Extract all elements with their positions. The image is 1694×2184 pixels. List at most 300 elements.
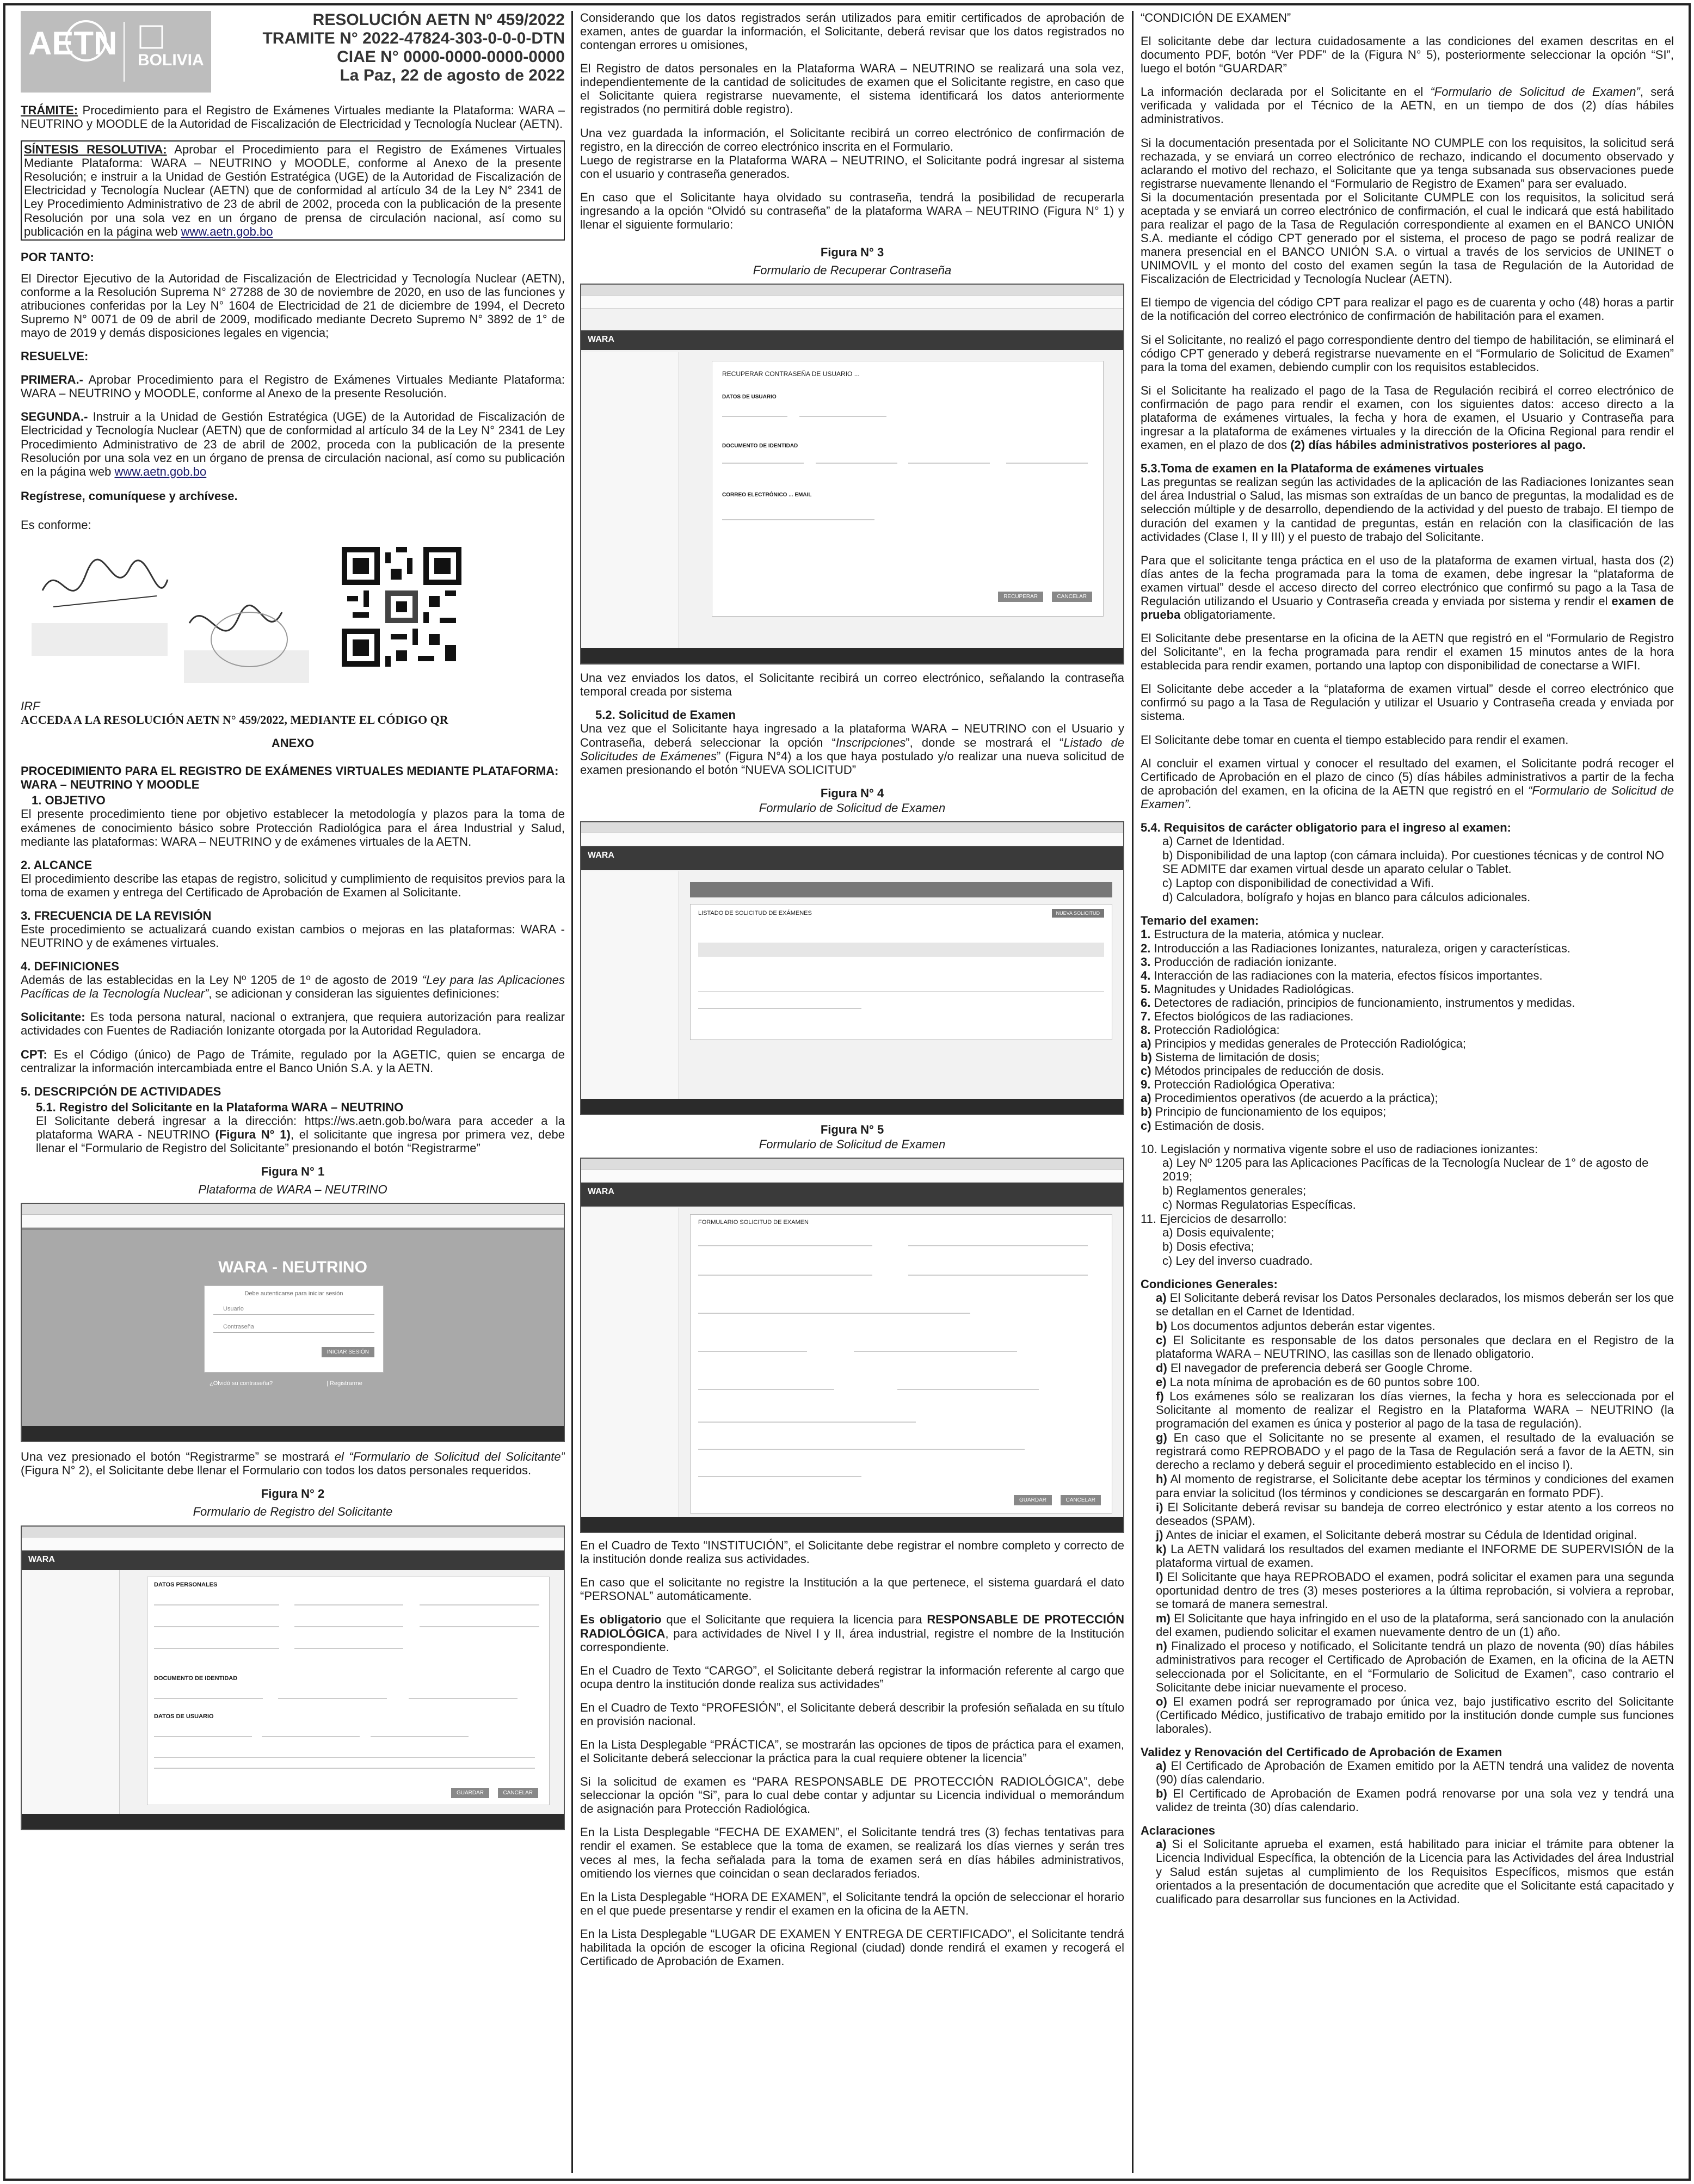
recover-form-title: RECUPERAR CONTRASEÑA DE USUARIO ... xyxy=(722,370,860,378)
definiciones-text xyxy=(21,973,565,1000)
def-text-b: , se adicionan y consideran las siguientes definiciones: xyxy=(208,987,500,1001)
item-text: El Certificado de Aprobación de Examen podrá renovarse por una sola vez y tendrá una validez de treinta (30) días calendario. xyxy=(1156,1787,1674,1814)
figure-3-screenshot xyxy=(580,284,1124,665)
c2-p12: En la Lista Desplegable “PRÁCTICA”, se mostrarán las opciones de tipos de práctica para el examen, el Solicitante deberá seleccionar la práctica para la cual requiere obtener la licencia” xyxy=(580,1737,1124,1765)
item-letter: a) xyxy=(1156,1291,1167,1305)
registrese-text: Regístrese, comuníquese y archívese. xyxy=(21,489,238,503)
qr-code-icon[interactable] xyxy=(342,547,461,667)
item-number: 5. xyxy=(1141,982,1151,996)
p6-c: ” (Figura N°4) a los que haya postulado y/o realizar una nueva solicitud de examen presionando el botón “NUEVA SOLICITUD” xyxy=(580,749,1124,777)
item-text: Estimación de dosis. xyxy=(1151,1118,1265,1133)
list-item xyxy=(1156,1787,1674,1814)
list-item xyxy=(1156,1759,1674,1786)
q2-a: La información declarada por el Solicitante en el xyxy=(1141,85,1431,99)
os-taskbar xyxy=(22,1426,564,1441)
website-link[interactable]: www.aetn.gob.bo xyxy=(114,464,207,478)
item-text: El Solicitante es responsable de los datos personales que declara en el Registro de la plataforma WARA – NEUTRINO, las casillas son de llenado obligatorio. xyxy=(1156,1333,1674,1361)
c3-q4: El tiempo de vigencia del código CPT para realizar el pago es de cuarenta y ocho (48) horas a partir de la notificación del correo electrónico de confirmación de habilitación para el examen. xyxy=(1141,296,1674,323)
cancel-button[interactable]: CANCELAR xyxy=(1061,1495,1101,1505)
item-text: El Solicitante deberá revisar los Datos Personales declarados, los mismos deberán ser los que se detallan en el Carnet de Identidad. xyxy=(1156,1291,1674,1319)
list-item: c) Laptop con disponibilidad de conectividad a Wifi. xyxy=(1162,876,1434,890)
c2-p11: En el Cuadro de Texto “PROFESIÓN”, el Solicitante deberá describir la profesión señalada en su título en provisión nacional. xyxy=(580,1700,1124,1728)
item-text: La nota mínima de aprobación es de 60 puntos sobre 100. xyxy=(1166,1375,1480,1389)
list-item xyxy=(1141,942,1674,955)
website-link[interactable]: www.aetn.gob.bo xyxy=(181,224,273,238)
exam-form-title: FORMULARIO SOLICITUD DE EXAMEN xyxy=(698,1219,809,1226)
q8-c: obligatoriamente. xyxy=(1180,607,1276,622)
item-text: Sistema de limitación de dosis; xyxy=(1151,1050,1320,1065)
alcance-text: El procedimiento describe las etapas de registro, solicitud y cumplimiento de requisitos previos para la toma de examen y entrega del Certificado de Aprobación de Examen al Solicitante. xyxy=(21,871,565,899)
p9-b2: RESPONSABLE DE PROTECCIÓN RADIOLÓGICA xyxy=(580,1613,1124,1640)
c2-p13: Si la solicitud de examen es “PARA RESPONSABLE DE PROTECCIÓN RADIOLÓGICA”, debe seleccionar la opción “Si”, para lo cual debe contar y adjuntar su Licencia individual o memorándum de asignación para Protección Radiológica. xyxy=(580,1775,1124,1816)
item-text: Detectores de radiación, principios de funcionamiento, instrumentos y medidas. xyxy=(1150,995,1575,1010)
c2-p2: El Registro de datos personales en la Plataforma WARA – NEUTRINO se realizará una sola vez, independientemente de la cantidad de solicitudes de examen que el Solicitante registre, en caso que el Solicitante quiera registrarse nuevamente, el sistema identificará los datos anteriormente registrados (no permitirá doble registro). xyxy=(580,61,1124,116)
form-section-identity: DOCUMENTO DE IDENTIDAD xyxy=(154,1675,238,1682)
c2-p7: En el Cuadro de Texto “INSTITUCIÓN”, el Solicitante debe registrar el nombre completo y correcto de la institución donde realiza sus actividades. xyxy=(580,1539,1124,1566)
por-tanto-heading: POR TANTO: xyxy=(21,250,94,264)
definiciones-heading: 4. DEFINICIONES xyxy=(21,959,119,974)
item-number: 7. xyxy=(1141,1009,1151,1023)
item-text: El examen podrá ser reprogramado por única vez, bajo justificativo escrito del Solicitante (Certificado Médico, justificativo de trabajo emitido por la institución donde cumple sus funciones laborales). xyxy=(1156,1694,1674,1736)
q2-i: “Formulario de Solicitud de Examen” xyxy=(1430,85,1640,99)
s51-fig-ref: (Figura N° 1) xyxy=(215,1127,291,1141)
password-field[interactable] xyxy=(213,1321,374,1333)
c3-q2 xyxy=(1141,85,1674,126)
p9-b1: Es obligatorio xyxy=(580,1613,662,1627)
registration-form-card xyxy=(147,1577,550,1805)
item-number: c) xyxy=(1141,1118,1151,1133)
item-text: Al momento de registrarse, el Solicitante debe aceptar los términos y condiciones del examen para enviar la solicitud (los términos y condiciones se descargarán en formato PDF). xyxy=(1156,1472,1674,1500)
tramite-text: Procedimiento para el Registro de Exámenes Virtuales mediante la Plataforma: WARA – NEUTRINO y MOODLE de la Autoridad de Fiscalización de Electricidad y Tecnología Nuclear (AETN). xyxy=(21,103,565,131)
os-taskbar xyxy=(581,648,1123,663)
solicitante-text: Es toda persona natural, nacional o extranjera, que requiera autorización para realizar actividades con Fuentes de Radiación Ionizante otorgada por la Autoridad Reguladora. xyxy=(21,1010,565,1038)
form-section-user: DATOS DE USUARIO xyxy=(154,1713,214,1720)
list-item: a) Dosis equivalente; xyxy=(1162,1226,1274,1240)
section-5-1-text xyxy=(36,1114,565,1155)
sintesis-paragraph xyxy=(24,143,562,238)
c2-p9 xyxy=(580,1613,1124,1653)
list-item: a) Carnet de Identidad. xyxy=(1162,834,1285,848)
anexo-heading: ANEXO xyxy=(271,736,315,750)
item-letter: m) xyxy=(1156,1611,1171,1626)
recover-section-user: DATOS DE USUARIO xyxy=(722,394,777,401)
list-item xyxy=(1141,1105,1674,1118)
list-item xyxy=(1156,1319,1674,1333)
c2-p16: En la Lista Desplegable “LUGAR DE EXAMEN Y ENTREGA DE CERTIFICADO”, el Solicitante tendrá habilitada la opción de escoger la oficina Regional (ciudad) donde rendirá el examen y recogerá el Certificado de Aprobación de Examen. xyxy=(580,1927,1124,1968)
item-letter: k) xyxy=(1156,1542,1167,1556)
figure-1-caption: Figura N° 1 xyxy=(261,1165,325,1179)
frecuencia-heading: 3. FRECUENCIA DE LA REVISIÓN xyxy=(21,908,212,922)
new-request-button[interactable]: NUEVA SOLICITUD xyxy=(1052,909,1104,918)
figure-4-screenshot xyxy=(580,821,1124,1115)
figure-1-screenshot xyxy=(21,1203,565,1442)
wara-app-bar: WARA xyxy=(581,330,1123,350)
section-5-1 xyxy=(21,1100,565,1155)
tramite-number: TRAMITE N° 2022-47824-303-0-0-0-DTN xyxy=(262,29,565,47)
figure-5-screenshot xyxy=(580,1158,1124,1533)
save-button[interactable]: GUARDAR xyxy=(451,1788,489,1798)
list-item xyxy=(1156,1542,1674,1570)
c3-q9: El Solicitante debe presentarse en la oficina de la AETN que registró en el “Formulario de Registro del Solicitante”, en la fecha programada para rendir el examen 15 minutos antes de la hora establecida para rendir examen, portando una laptop con disponibilidad de conectarse a WIFI. xyxy=(1141,631,1674,673)
list-item xyxy=(1156,1500,1674,1528)
list-item xyxy=(1156,1291,1674,1318)
condiciones-heading: Condiciones Generales: xyxy=(1141,1277,1278,1291)
tramite-label: TRÁMITE: xyxy=(21,103,78,117)
column-divider-1 xyxy=(571,11,573,2173)
q8-a: Para que el solicitante tenga práctica en el uso de la plataforma de examen virtual, hasta dos (2) días antes de la fecha programada para la toma de examen, debe ingresar la “plataforma de examen virtual” desde el acceso directo del correo electrónico que confirmó su pago a la Tasa de Regulación utilizando el Usuario y Contraseña creada y enviada por sistema y rendir el xyxy=(1141,553,1674,608)
primera-label: PRIMERA.- xyxy=(21,373,83,387)
item-text: Los exámenes sólo se realizaran los días viernes, la fecha y hora es seleccionada por el Solicitante al momento de realizar el Registro en la Plataforma WARA – NEUTRINO (la programación del examen es única y posterior al pago de la tasa de regulación). xyxy=(1156,1389,1674,1431)
username-field[interactable] xyxy=(213,1303,374,1315)
list-item xyxy=(1141,955,1674,969)
browser-tabs xyxy=(581,822,1123,833)
segunda-label: SEGUNDA.- xyxy=(21,410,88,424)
aetn-bolivia-logo xyxy=(21,11,211,93)
recover-section-identity: DOCUMENTO DE IDENTIDAD xyxy=(722,443,798,450)
cpt-label: CPT: xyxy=(21,1047,47,1061)
temario-item-11: 11. Ejercicios de desarrollo: xyxy=(1141,1212,1287,1226)
q12-a: Al concluir el examen virtual y conocer el resultado del examen, el Solicitante podrá recoger el Certificado de Aprobación en el plazo de cinco (5) días hábiles administrativos a partir de la fecha de aprobación del examen, en la oficina de la AETN que registró en el xyxy=(1141,756,1674,797)
app-sidebar xyxy=(581,1208,679,1517)
item-letter: d) xyxy=(1156,1361,1167,1375)
browser-address-bar xyxy=(22,1537,564,1551)
item-text: Interacción de las radiaciones con la materia, efectos físicos importantes. xyxy=(1150,968,1543,982)
c3-q5: Si el Solicitante, no realizó el pago correspondiente dentro del tiempo de habilitación, se eliminará el código CPT generado y deberá registrarse nuevamente en el “Formulario de Solicitud de Examen” para la toma del examen, debiendo cumplir con los requisitos establecidos. xyxy=(1141,333,1674,374)
list-item xyxy=(1141,1091,1674,1105)
list-item xyxy=(1156,1837,1674,1905)
item-letter: e) xyxy=(1156,1375,1167,1389)
s51-text-c: , el solicitante que ingresa por primera vez, debe llenar el “Formulario de Registro del Solicitante” presionando el botón “Registrarme” xyxy=(36,1127,565,1155)
after-figure-1-text xyxy=(21,1450,565,1477)
item-text: El navegador de preferencia deberá ser Google Chrome. xyxy=(1167,1361,1473,1375)
p6-i2: Listado de Solicitudes de Exámenes xyxy=(580,735,1124,763)
item-number: 2. xyxy=(1141,941,1151,955)
frecuencia-text: Este procedimiento se actualizará cuando existan cambios o mejoras en las plataformas: WARA - NEUTRINO y de exámenes virtuales. xyxy=(21,922,565,950)
segunda-paragraph xyxy=(21,410,565,478)
after-fig1-i: el “Formulario de Solicitud del Solicitante” xyxy=(334,1450,565,1464)
item-text: Finalizado el proceso y notificado, el Solicitante tendrá un plazo de noventa (90) días hábiles administrativos para recoger el Certificado de Aprobación de Examen, en la oficina de la AETN seleccionada por el Solicitante, en el “Formulario de Solicitud de Examen”, caso contrario el Solicitante debe iniciar nuevamente el proceso. xyxy=(1156,1639,1674,1694)
por-tanto-text: El Director Ejecutivo de la Autoridad de Fiscalización de Electricidad y Tecnología Nuclear (AETN), conforme a la Resolución Suprema N° 27288 de 30 de noviembre de 2020, en uso de las funciones y atribuciones conferidas por la Ley N° 1604 de Electricidad de 21 de diciembre de 1994, el Decreto Supremo N° 0071 de 09 de abril de 2009, modificado mediante Decreto Supremo N° 3892 de 1° de mayo de 2019 y demás disposiciones legales en vigencia; xyxy=(21,271,565,340)
item-letter: o) xyxy=(1156,1694,1167,1708)
objetivo-text: El presente procedimiento tiene por objetivo establecer la metodología y plazos para la toma de exámenes de conocimiento básico sobre Protección Radiológica para el área Industrial y Salud, mediante las plataformas: WARA – NEUTRINO y de exámenes virtuales de la AETN. xyxy=(21,807,565,848)
clarifications-list xyxy=(1141,1837,1674,1905)
list-item: c) Normas Regulatorias Específicas. xyxy=(1162,1197,1356,1211)
svg-text:AETN: AETN xyxy=(28,25,118,61)
c2-p8: En caso que el solicitante no registre la Institución a la que pertenece, el sistema guardará el dato “PERSONAL” automáticamente. xyxy=(580,1576,1124,1603)
username-placeholder: Usuario xyxy=(223,1306,244,1313)
c3-q6 xyxy=(1141,384,1674,452)
figure-5-caption: Figura N° 5 xyxy=(820,1122,884,1136)
qr-access-note: ACCEDA A LA RESOLUCIÓN AETN N° 459/2022, MEDIANTE EL CÓDIGO QR xyxy=(21,713,448,727)
list-item: c) Ley del inverso cuadrado. xyxy=(1162,1254,1313,1268)
signatures-area xyxy=(21,542,565,699)
document-page xyxy=(3,3,1691,2181)
def-text-a: Además de las establecidas en la Ley Nº 1205 de 1º de agosto de 2019 xyxy=(21,973,422,987)
p6-b: ”, donde se mostrará el “ xyxy=(905,735,1064,749)
list-item: b) Reglamentos generales; xyxy=(1162,1183,1307,1197)
password-placeholder: Contraseña xyxy=(223,1324,254,1331)
resolution-header-text xyxy=(262,11,565,85)
list-item xyxy=(1156,1333,1674,1361)
c2-p4: En caso que el Solicitante haya olvidado su contraseña, tendrá la posibilidad de recuperarla ingresando a la opción “Olvidó su contraseña” de la plataforma WARA – NEUTRINO (Figura N° 1) y llenar el siguiente formulario: xyxy=(580,190,1124,232)
form-section-personal: DATOS PERSONALES xyxy=(154,1581,218,1588)
p6-a: Una vez que el Solicitante haya ingresado a la plataforma WARA – NEUTRINO con el Usuario y Contraseña, deberá seleccionar la opción “ xyxy=(580,722,1124,749)
wara-app-bar: WARA xyxy=(581,846,1123,870)
list-item xyxy=(1141,1078,1674,1091)
primera-paragraph xyxy=(21,373,565,400)
list-item xyxy=(1156,1695,1674,1736)
table-row[interactable] xyxy=(698,959,1104,992)
irf-initials: IRF xyxy=(21,699,40,713)
list-item xyxy=(1141,982,1674,996)
solicitante-label: Solicitante: xyxy=(21,1010,85,1024)
segunda-text: Instruir a la Unidad de Gestión Estratégica (UGE) de la Autoridad de Fiscalización de Electricidad y Tecnología Nuclear (AETN) que de conformidad al artículo 34 de la Ley N° 2341 de Ley Procedimiento Administrativo de 23 de abril de 2002, proceda con la publicación de la presente Resolución por una sola vez en un órgano de prensa de circulación nacional, así como su publicación en la página web xyxy=(21,410,565,478)
item-text: Magnitudes y Unidades Radiológicas. xyxy=(1150,982,1354,996)
os-taskbar xyxy=(22,1814,564,1829)
info-banner xyxy=(690,882,1112,897)
solicitante-definition xyxy=(21,1010,565,1037)
list-item xyxy=(1156,1375,1674,1389)
figure-4-caption: Figura N° 4 xyxy=(820,786,884,800)
section-5-4-heading: 5.4. Requisitos de carácter obligatorio para el ingreso al examen: xyxy=(1141,820,1512,834)
validez-heading: Validez y Renovación del Certificado de Aprobación de Examen xyxy=(1141,1745,1502,1759)
os-taskbar xyxy=(581,1517,1123,1532)
condicion-title: “CONDICIÓN DE EXAMEN” xyxy=(1141,11,1291,24)
list-item xyxy=(1156,1570,1674,1611)
app-sidebar xyxy=(581,871,679,1099)
c2-p5: Una vez enviados los datos, el Solicitante recibirá un correo electrónico, señalando la contraseña temporal creada por sistema xyxy=(580,671,1124,699)
browser-tabs xyxy=(581,1159,1123,1170)
figure-2-screenshot xyxy=(21,1525,565,1830)
item-text: El Solicitante que haya REPROBADO el examen, podrá solicitar el examen para una segunda oportunidad dentro de tres (3) meses posteriores a la última reprobación, si volviera a reprobar, se tomará de manera semestral. xyxy=(1156,1570,1674,1611)
item-number: c) xyxy=(1141,1064,1151,1078)
descripcion-heading: 5. DESCRIPCIÓN DE ACTIVIDADES xyxy=(21,1084,221,1098)
app-sidebar xyxy=(581,352,679,648)
item-text: Si el Solicitante aprueba el examen, está habilitado para iniciar el trámite para obtener la Licencia Individual Específica, la obtención de la Licencia para las Actividades del área Industrial y Salud están sujetas al cumplimiento de los Requisitos Específicos, mismos que están orientados a la presentación de documentación que acredite que el Solicitante está capacitado y cualificado para desarrollar sus funciones en la Actividad. xyxy=(1156,1837,1674,1906)
item-letter: b) xyxy=(1156,1787,1167,1801)
list-item xyxy=(1141,1037,1674,1050)
tramite-paragraph xyxy=(21,103,565,131)
item-number: 9. xyxy=(1141,1078,1151,1092)
c3-q12 xyxy=(1141,756,1674,811)
cancel-button[interactable]: CANCELAR xyxy=(1052,592,1092,602)
section-5-2-heading: 5.2. Solicitud de Examen xyxy=(595,708,736,722)
temario-heading: Temario del examen: xyxy=(1141,914,1259,928)
c2-p15: En la Lista Desplegable “HORA DE EXAMEN”, el Solicitante tendrá la opción de seleccionar el horario en el que puede presentarse y rendir el examen en la oficina de la AETN. xyxy=(580,1890,1124,1917)
p9-a: que el Solicitante que requiera la licencia para xyxy=(661,1613,927,1627)
resolution-number: RESOLUCIÓN AETN Nº 459/2022 xyxy=(312,11,565,29)
item-text: Introducción a las Radiaciones Ionizantes, naturaleza, origen y características. xyxy=(1150,941,1570,955)
aclaraciones-heading: Aclaraciones xyxy=(1141,1824,1215,1838)
item-text: El Solicitante que haya infringido en el uso de la plataforma, será sancionado con la anulación del examen, pudiendo solicitar el examen nuevamente dentro de un (1) año. xyxy=(1156,1611,1674,1639)
item-letter: l) xyxy=(1156,1570,1163,1584)
alcance-heading: 2. ALCANCE xyxy=(21,858,93,872)
exercises-list xyxy=(1141,1226,1674,1268)
login-button[interactable]: INICIAR SESIÓN xyxy=(322,1347,374,1357)
c3-q7: Las preguntas se realizan según las actividades de la aplicación de las Radiaciones Ionizantes sean del área Industrial o Salud, las mismas son extraídas de un banco de preguntas, la modalidad es de selección múltiple y de desarrollo, dependiendo de la actividad y del puesto de trabajo. El tiempo de duración del examen y la cantidad de preguntas, están en relación con la clasificación de las actividades (Clase I, II y III) y el puesto de trabajo del Solicitante. xyxy=(1141,475,1674,544)
figure-5-subtitle: Formulario de Solicitud de Examen xyxy=(759,1137,946,1152)
section-5-3-heading: 5.3.Toma de examen en la Plataforma de exámenes virtuales xyxy=(1141,462,1484,476)
sintesis-label: SÍNTESIS RESOLUTIVA: xyxy=(24,143,167,157)
item-text: En caso que el Solicitante no se presente al examen, el resultado de la evaluación se registrará como REPROBADO y el pago de la Tasa de Regulación será a favor de la AETN, sin derecho a reclamo y deberá seguir el procedimiento establecido en el inciso I). xyxy=(1156,1431,1674,1472)
browser-tabs xyxy=(581,285,1123,296)
c3-q1: El solicitante debe dar lectura cuidadosamente a las condiciones del examen descritas en el documento PDF, botón “Ver PDF” de la (Figura N° 5), posteriormente seleccionar la opción “SI”, luego el botón “GUARDAR” xyxy=(1141,34,1674,76)
os-taskbar xyxy=(581,1099,1123,1114)
app-sidebar xyxy=(22,1570,120,1814)
list-item xyxy=(1156,1472,1674,1499)
list-item xyxy=(1156,1389,1674,1430)
validity-list xyxy=(1141,1759,1674,1814)
c3-q10: El Solicitante debe acceder a la “plataforma de examen virtual” desde el correo electrónico que confirmó su pago a la Tasa de Regulación y utilizar el Usuario y Contraseña creada y enviada por sistema. xyxy=(1141,682,1674,723)
list-item xyxy=(1156,1611,1674,1639)
item-number: 8. xyxy=(1141,1023,1151,1037)
s51-text-a: El Solicitante deberá ingresar a la dirección: xyxy=(36,1113,305,1128)
q2-b: , será verificada y validada por el Técnico de la AETN, en un tiempo de dos (2) días hábiles administrativos. xyxy=(1141,85,1674,126)
item-letter: g) xyxy=(1156,1431,1167,1445)
objetivo-heading: 1. OBJETIVO xyxy=(32,793,106,808)
procedure-title: PROCEDIMIENTO PARA EL REGISTRO DE EXÁMENES VIRTUALES MEDIANTE PLATAFORMA: WARA – NEUTRINO Y MOODLE xyxy=(21,764,559,792)
item-letter: f) xyxy=(1156,1389,1164,1403)
login-hint: Debe autenticarse para iniciar sesión xyxy=(244,1290,343,1297)
item-number: a) xyxy=(1141,1037,1151,1051)
item-text: La AETN validará los resultados del examen mediante el INFORME DE SUPERVISIÓN de la plataforma virtual de examen. xyxy=(1156,1542,1674,1570)
list-item xyxy=(1141,1119,1674,1133)
item-letter: a) xyxy=(1156,1758,1167,1773)
list-item xyxy=(1141,996,1674,1010)
q12-i: “Formulario de Solicitud de Examen”. xyxy=(1141,783,1674,811)
browser-tabs xyxy=(22,1204,564,1215)
table-header xyxy=(698,943,1104,957)
wara-app-bar: WARA xyxy=(581,1183,1123,1207)
procedure-sections xyxy=(21,793,565,848)
item-text: Principios y medidas generales de Protección Radiológica; xyxy=(1151,1037,1466,1051)
c3-q8 xyxy=(1141,553,1674,622)
list-item xyxy=(1141,1023,1674,1037)
item-number: 3. xyxy=(1141,955,1151,969)
list-item: a) Ley Nº 1205 para las Aplicaciones Pacíficas de la Tecnología Nuclear de 1° de agosto de 2019; xyxy=(1162,1155,1649,1183)
list-item: d) Calculadora, bolígrafo y hojas en blanco para cálculos adicionales. xyxy=(1162,890,1531,905)
item-number: a) xyxy=(1141,1091,1151,1105)
item-number: b) xyxy=(1141,1105,1152,1119)
list-item: b) Disponibilidad de una laptop (con cámara incluida). Por cuestiones técnicas y de control NO SE ADMITE dar examen virtual desde un aparato celular o Tablet. xyxy=(1162,848,1665,876)
after-fig1-a: Una vez presionado el botón “Registrarme” se mostrará xyxy=(21,1450,335,1464)
primera-text: Aprobar Procedimiento para el Registro de Exámenes Virtuales Mediante Plataforma: WARA – NEUTRINO y MOODLE, conforme al Anexo de la presente Resolución. xyxy=(21,373,565,401)
column-divider-2 xyxy=(1132,11,1134,2173)
es-conforme-text: Es conforme: xyxy=(21,518,91,532)
figure-1-subtitle: Plataforma de WARA – NEUTRINO xyxy=(198,1183,387,1197)
list-item: b) Dosis efectiva; xyxy=(1162,1240,1254,1254)
login-title: WARA - NEUTRINO xyxy=(218,1258,367,1277)
browser-tabs xyxy=(22,1527,564,1537)
c2-p3b: Luego de registrarse en la Plataforma WARA – NEUTRINO, el Solicitante podrá ingresar al sistema con el usuario y contraseña generados. xyxy=(580,153,1124,181)
sintesis-box xyxy=(21,140,565,241)
legislation-list xyxy=(1141,1156,1674,1211)
temario-list xyxy=(1141,927,1674,1132)
after-fig1-b: (Figura N° 2), el Solicitante debe llenar el Formulario con todos los datos personales requeridos. xyxy=(21,1463,532,1478)
forgot-password-link[interactable]: ¿Olvidó su contraseña? xyxy=(210,1380,273,1387)
item-text: Estructura de la materia, atómica y nuclear. xyxy=(1150,927,1384,942)
login-card xyxy=(204,1285,384,1373)
cpt-text: Es el Código (único) de Pago de Trámite, regulado por la AGETIC, quien se encarga de centralizar la información intercambiada entre el Banco Unión S.A. y la AETN. xyxy=(21,1047,565,1075)
item-text: Antes de iniciar el examen, el Solicitante deberá mostrar su Cédula de Identidad original. xyxy=(1163,1528,1637,1542)
item-text: El Solicitante deberá revisar su bandeja de correo electrónico y estar atento a los correos no deseados (SPAM). xyxy=(1156,1500,1674,1528)
recover-button[interactable]: RECUPERAR xyxy=(998,592,1043,602)
c2-p1: Considerando que los datos registrados serán utilizados para emitir certificados de aprobación de examen, antes de guardar la información, el Solicitante, deberá revisar que los datos registrados no contengan errores u omisiones, xyxy=(580,11,1124,52)
section-5-1-heading: 5.1. Registro del Solicitante en la Plataforma WARA – NEUTRINO xyxy=(36,1100,404,1114)
sintesis-text: Aprobar el Procedimiento para el Registro de Exámenes Virtuales Mediante Plataforma: WARA – NEUTRINO y MOODLE, conforme al Anexo de la presente Resolución; e instruir a la Unidad de Gestión Estratégica (UGE) de la Autoridad de Fiscalización de Electricidad y Tecnología Nuclear (AETN) que de conformidad al artículo 34 de la Ley N° 2341 de Ley Procedimiento Administrativo de 23 de abril de 2002, proceda con la publicación de la presente Resolución por una sola vez en un órgano de prensa de circulación nacional, así como su publicación en la página web xyxy=(24,143,562,238)
exam-list-title: LISTADO DE SOLICITUD DE EXÁMENES xyxy=(698,909,812,916)
q8-b: examen de prueba xyxy=(1141,594,1674,622)
item-number: 1. xyxy=(1141,927,1151,942)
item-text: Efectos biológicos de las radiaciones. xyxy=(1150,1009,1354,1023)
item-text: Principio de funcionamiento de los equipos; xyxy=(1151,1105,1387,1119)
item-text: Métodos principales de reducción de dosis. xyxy=(1151,1064,1384,1078)
item-letter: a) xyxy=(1156,1837,1167,1851)
c3-q3b: Si la documentación presentada por el Solicitante CUMPLE con los requisitos, la solicitud será aceptada y se enviará un correo electrónico de confirmación, el cual le indicará que está habilitado para realizar el pago de la Tasa de Regulación correspondiente al examen en el BANCO UNIÓN S.A. mediante el código CPT generado por el sistema, el proceso de pago se podrá realizar de manera presencial en el BANCO UNIÓN S.A. o virtual a través de los servicios de UNINET o UNIMOVIL y el monto del costo del examen según la tasa de Regulación de la Autoridad de Fiscalización de Electricidad y Tecnología Nuclear (AETN). xyxy=(1141,190,1674,286)
list-item xyxy=(1141,927,1674,941)
q6-b: (2) días hábiles administrativos posteriores al pago. xyxy=(1290,438,1586,452)
item-letter: n) xyxy=(1156,1639,1167,1653)
figure-2-subtitle: Formulario de Registro del Solicitante xyxy=(193,1505,393,1519)
item-number: 4. xyxy=(1141,968,1151,982)
resolution-date: La Paz, 22 de agosto de 2022 xyxy=(340,66,565,84)
list-item xyxy=(1156,1639,1674,1694)
item-letter: b) xyxy=(1156,1319,1167,1333)
figure-3-subtitle: Formulario de Recuperar Contraseña xyxy=(753,263,952,278)
browser-address-bar xyxy=(22,1215,564,1228)
list-item xyxy=(1141,1064,1674,1078)
browser-address-bar xyxy=(581,296,1123,309)
save-button[interactable]: GUARDAR xyxy=(1014,1495,1052,1505)
q6-a: Si el Solicitante ha realizado el pago de la Tasa de Regulación recibirá el correo electrónico de confirmación de pago para rendir el examen, con los siguientes datos: acceso directo a la plataforma de exámenes virtuales, la fecha y hora de examen, el Usuario y Contraseña para ingresar a la plataforma de exámenes virtuales y la dirección de la Oficina Regional para rendir el examen, en el plazo de dos xyxy=(1141,383,1674,452)
item-letter: c) xyxy=(1156,1333,1167,1347)
item-letter: i) xyxy=(1156,1500,1163,1514)
item-text: Protección Radiológica Operativa: xyxy=(1150,1078,1335,1092)
item-text: Producción de radiación ionizante. xyxy=(1150,955,1337,969)
column-2 xyxy=(580,11,1124,2173)
exam-list-card xyxy=(690,904,1112,1040)
figure-4-subtitle: Formulario de Solicitud de Examen xyxy=(759,801,946,815)
document-header xyxy=(21,11,565,103)
item-number: 6. xyxy=(1141,995,1151,1010)
column-3 xyxy=(1141,11,1674,2173)
c2-p10: En el Cuadro de Texto “CARGO”, el Solicitante deberá registrar la información referente al cargo que ocupa dentro la institución donde realiza sus actividades” xyxy=(580,1663,1124,1691)
list-item xyxy=(1156,1528,1674,1542)
exam-request-form-card xyxy=(690,1214,1112,1514)
cancel-button[interactable]: CANCELAR xyxy=(498,1788,538,1798)
browser-address-bar xyxy=(581,1170,1123,1183)
c2-p14: En la Lista Desplegable “FECHA DE EXAMEN”, el Solicitante tendrá tres (3) fechas tentativas para rendir el examen. Se establece que la toma de examen, se realizará los días viernes y serán tres veces al mes, la fecha señalada para la toma de examen será en días hábiles administrativos, omitiendo los viernes que coincidan o sean declarados feriados. xyxy=(580,1825,1124,1880)
conditions-list xyxy=(1141,1291,1674,1736)
c2-p6 xyxy=(580,722,1124,776)
c2-p3: Una vez guardada la información, el Solicitante recibirá un correo electrónico de confirmación de registro, en la dirección de correo electrónico inscrita en el Formulario. xyxy=(580,126,1124,153)
cpt-definition xyxy=(21,1048,565,1075)
wara-url-link[interactable]: https://ws.aetn.gob.bo/wara xyxy=(304,1113,451,1128)
item-text: Los documentos adjuntos deberán estar vigentes. xyxy=(1167,1319,1436,1333)
ciae-number: CIAE N° 0000-0000-0000-0000 xyxy=(337,47,565,66)
item-number: b) xyxy=(1141,1050,1152,1065)
svg-text:BOLIVIA: BOLIVIA xyxy=(138,51,204,69)
temario-item-10: 10. Legislación y normativa vigente sobre el uso de radiaciones ionizantes: xyxy=(1141,1142,1538,1156)
wara-app-bar: WARA xyxy=(22,1551,564,1570)
list-item xyxy=(1156,1431,1674,1472)
figure-2-caption: Figura N° 2 xyxy=(261,1487,325,1501)
c3-q3: Si la documentación presentada por el Solicitante NO CUMPLE con los requisitos, la solicitud será rechazada, y se enviará un correo electrónico de rechazo, indicando el documento observado y aclarando el motivo del rechazo, el Solicitante que ya tenga subsanada sus observaciones puede registrarse nuevamente llenando el “Formulario de Registro de Examen” para ser evaluado. xyxy=(1141,136,1674,190)
resuelve-heading: RESUELVE: xyxy=(21,349,89,364)
register-link[interactable]: | Registrarme xyxy=(327,1380,362,1387)
recover-section-email: CORREO ELECTRÓNICO ... EMAIL xyxy=(722,492,812,499)
figure-3-caption: Figura N° 3 xyxy=(820,245,884,260)
